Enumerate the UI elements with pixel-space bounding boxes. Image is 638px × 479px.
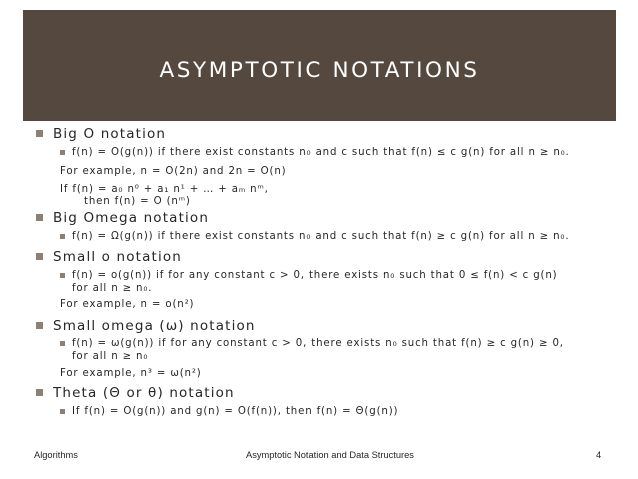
square-bullet-icon bbox=[60, 341, 65, 346]
bullet-big-omega bbox=[36, 210, 209, 226]
bullet-text: Small o notation bbox=[53, 249, 182, 265]
bullet-big-o bbox=[36, 126, 166, 142]
subbullet-text: f(n) = O(g(n)) if there exist constants n₀ and c such that f(n) ≤ c g(n) for all n ≥ n₀. bbox=[72, 147, 570, 158]
footer-topic: Asymptotic Notation and Data Structures bbox=[246, 450, 414, 460]
square-bullet-icon bbox=[36, 253, 43, 260]
square-bullet-icon bbox=[36, 389, 43, 396]
subbullet-text: f(n) = Ω(g(n)) if there exist constants n₀ and c such that f(n) ≥ c g(n) for all n ≥ n₀. bbox=[72, 231, 570, 242]
square-bullet-icon bbox=[36, 130, 43, 137]
bullet-small-omega bbox=[36, 318, 256, 334]
bullet-small-o bbox=[36, 249, 182, 265]
square-bullet-icon bbox=[36, 322, 43, 329]
square-bullet-icon bbox=[60, 273, 65, 278]
big-o-example: For example, n = O(2n) and 2n = O(n) bbox=[60, 166, 287, 177]
subbullet-small-omega-definition bbox=[60, 338, 564, 349]
square-bullet-icon bbox=[60, 150, 65, 155]
footer-course: Algorithms bbox=[34, 450, 78, 460]
small-omega-definition-cont: for all n ≥ n₀ bbox=[72, 351, 149, 362]
subbullet-text: f(n) = ω(g(n)) if for any constant c > 0, there exists n₀ such that f(n) ≥ c g(n) ≥ 0, bbox=[72, 338, 564, 349]
small-o-definition-cont: for all n ≥ n₀. bbox=[72, 283, 153, 294]
bullet-text: Small omega (ω) notation bbox=[53, 318, 256, 334]
subbullet-text: f(n) = o(g(n)) if for any constant c > 0, there exists n₀ such that 0 ≤ f(n) < c g(n) bbox=[72, 270, 558, 281]
footer-page-number: 4 bbox=[596, 450, 602, 460]
subbullet-theta-definition bbox=[60, 406, 398, 417]
subbullet-text: If f(n) = O(g(n)) and g(n) = O(f(n)), then f(n) = Θ(g(n)) bbox=[72, 406, 399, 417]
big-o-polynomial: If f(n) = a₀ n⁰ + a₁ n¹ + … + aₘ nᵐ, bbox=[60, 184, 269, 195]
subbullet-big-o-definition bbox=[60, 147, 570, 158]
square-bullet-icon bbox=[60, 409, 65, 414]
small-o-example: For example, n = o(n²) bbox=[60, 299, 195, 310]
big-o-polynomial-result: then f(n) = O (nᵐ) bbox=[84, 196, 191, 207]
bullet-text: Theta (Θ or θ) notation bbox=[53, 385, 235, 401]
subbullet-small-o-definition bbox=[60, 270, 557, 281]
small-omega-example: For example, n³ = ω(n²) bbox=[60, 368, 202, 379]
slide-title: ASYMPTOTIC NOTATIONS bbox=[159, 58, 480, 83]
square-bullet-icon bbox=[60, 234, 65, 239]
square-bullet-icon bbox=[36, 214, 43, 221]
bullet-text: Big O notation bbox=[53, 126, 167, 142]
bullet-theta bbox=[36, 385, 235, 401]
bullet-text: Big Omega notation bbox=[53, 210, 210, 226]
subbullet-big-omega-definition bbox=[60, 231, 569, 242]
